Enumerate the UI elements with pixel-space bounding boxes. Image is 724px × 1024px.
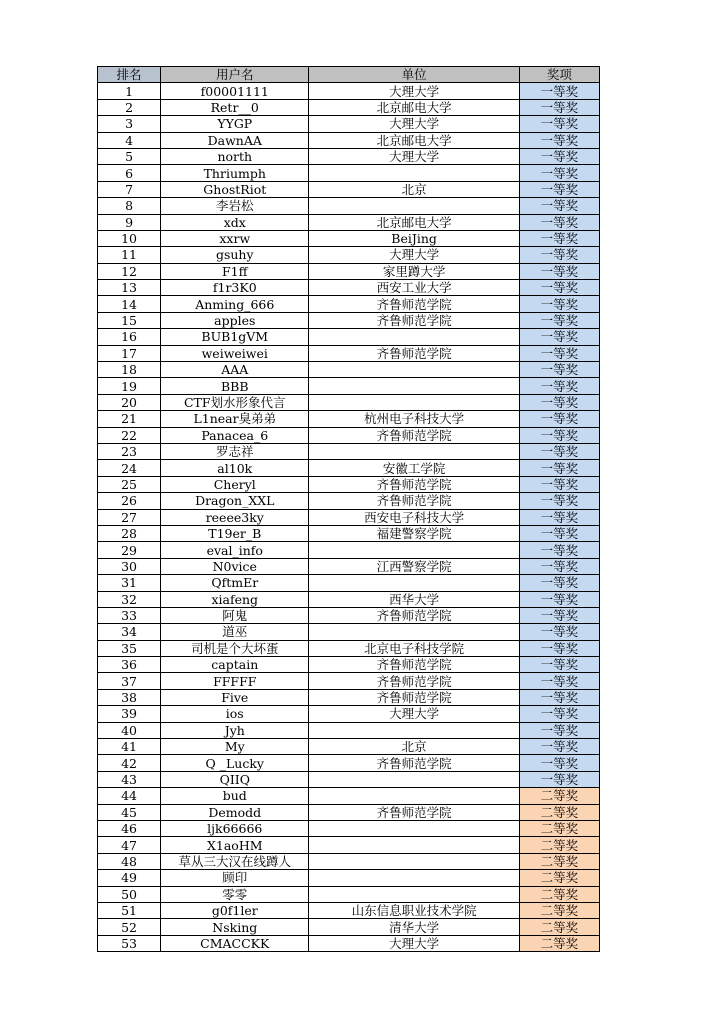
header-prize: 奖项 <box>519 67 599 83</box>
cell-organization <box>309 542 519 558</box>
cell-organization: 齐鲁师范学院 <box>309 804 519 820</box>
cell-username: Thriumph <box>161 165 309 181</box>
cell-organization <box>309 575 519 591</box>
table-row <box>98 558 600 574</box>
table-row <box>98 198 600 214</box>
cell-username: GhostRiot <box>161 181 309 197</box>
cell-organization <box>309 443 519 459</box>
cell-username: F1ff <box>161 263 309 279</box>
cell-rank: 48 <box>98 853 161 869</box>
table-row <box>98 148 600 164</box>
cell-rank: 2 <box>98 99 161 115</box>
cell-organization <box>309 886 519 902</box>
cell-username: f00001111 <box>161 83 309 99</box>
cell-username: My <box>161 739 309 755</box>
table-row <box>98 427 600 443</box>
table-row <box>98 575 600 591</box>
cell-prize: 一等奖 <box>519 558 599 574</box>
cell-organization: 齐鲁师范学院 <box>309 345 519 361</box>
cell-prize: 一等奖 <box>519 394 599 410</box>
cell-organization <box>309 362 519 378</box>
cell-prize: 一等奖 <box>519 624 599 640</box>
table-row <box>98 411 600 427</box>
cell-username: YYGP <box>161 116 309 132</box>
cell-username: DawnAA <box>161 132 309 148</box>
cell-username: xxrw <box>161 230 309 246</box>
table-row <box>98 280 600 296</box>
cell-organization <box>309 820 519 836</box>
cell-organization: 福建警察学院 <box>309 525 519 541</box>
cell-rank: 26 <box>98 493 161 509</box>
cell-prize: 一等奖 <box>519 312 599 328</box>
cell-username: CTF划水形象代言 <box>161 394 309 410</box>
cell-username: reeee3ky <box>161 509 309 525</box>
cell-prize: 一等奖 <box>519 427 599 443</box>
table-row <box>98 657 600 673</box>
cell-organization: 北京 <box>309 739 519 755</box>
cell-rank: 9 <box>98 214 161 230</box>
cell-username: 阿鬼 <box>161 607 309 623</box>
table-row <box>98 132 600 148</box>
cell-username: captain <box>161 657 309 673</box>
table-row <box>98 542 600 558</box>
cell-username: Dragon_XXL <box>161 493 309 509</box>
cell-prize: 一等奖 <box>519 771 599 787</box>
cell-rank: 6 <box>98 165 161 181</box>
table-row <box>98 525 600 541</box>
cell-organization <box>309 771 519 787</box>
table-row <box>98 230 600 246</box>
cell-prize: 二等奖 <box>519 935 599 951</box>
header-organization: 单位 <box>309 67 519 83</box>
cell-rank: 21 <box>98 411 161 427</box>
cell-prize: 一等奖 <box>519 542 599 558</box>
cell-prize: 一等奖 <box>519 99 599 115</box>
cell-organization: 江西警察学院 <box>309 558 519 574</box>
table-row <box>98 509 600 525</box>
cell-prize: 一等奖 <box>519 657 599 673</box>
cell-prize: 一等奖 <box>519 476 599 492</box>
cell-rank: 47 <box>98 837 161 853</box>
cell-prize: 二等奖 <box>519 870 599 886</box>
table-row <box>98 394 600 410</box>
cell-prize: 一等奖 <box>519 214 599 230</box>
table-row <box>98 673 600 689</box>
cell-username: QIIQ <box>161 771 309 787</box>
cell-username: Anming_666 <box>161 296 309 312</box>
cell-username: QftmEr <box>161 575 309 591</box>
cell-organization: 大理大学 <box>309 247 519 263</box>
table-row <box>98 689 600 705</box>
cell-prize: 一等奖 <box>519 706 599 722</box>
cell-username: CMACCKK <box>161 935 309 951</box>
table-row <box>98 362 600 378</box>
table-row <box>98 460 600 476</box>
cell-organization: 家里蹲大学 <box>309 263 519 279</box>
cell-rank: 41 <box>98 739 161 755</box>
cell-prize: 一等奖 <box>519 247 599 263</box>
cell-rank: 38 <box>98 689 161 705</box>
cell-organization <box>309 870 519 886</box>
table-row <box>98 804 600 820</box>
cell-prize: 二等奖 <box>519 902 599 918</box>
cell-username: eval_info <box>161 542 309 558</box>
cell-organization <box>309 722 519 738</box>
cell-rank: 18 <box>98 362 161 378</box>
cell-username: 罗志祥 <box>161 443 309 459</box>
cell-rank: 39 <box>98 706 161 722</box>
cell-username: apples <box>161 312 309 328</box>
cell-username: N0vice <box>161 558 309 574</box>
cell-rank: 33 <box>98 607 161 623</box>
cell-rank: 7 <box>98 181 161 197</box>
table-row <box>98 116 600 132</box>
table-row <box>98 263 600 279</box>
cell-organization: 齐鲁师范学院 <box>309 493 519 509</box>
cell-organization: 北京 <box>309 181 519 197</box>
cell-organization: 齐鲁师范学院 <box>309 296 519 312</box>
cell-prize: 一等奖 <box>519 443 599 459</box>
cell-rank: 27 <box>98 509 161 525</box>
cell-rank: 35 <box>98 640 161 656</box>
cell-organization: 北京邮电大学 <box>309 132 519 148</box>
cell-username: al10k <box>161 460 309 476</box>
ranking-table <box>97 66 600 952</box>
cell-rank: 31 <box>98 575 161 591</box>
cell-username: Panacea_6 <box>161 427 309 443</box>
cell-rank: 5 <box>98 148 161 164</box>
table-row <box>98 739 600 755</box>
cell-organization <box>309 394 519 410</box>
cell-rank: 13 <box>98 280 161 296</box>
table-row <box>98 624 600 640</box>
table-row <box>98 591 600 607</box>
cell-organization: 北京邮电大学 <box>309 99 519 115</box>
cell-rank: 1 <box>98 83 161 99</box>
cell-prize: 一等奖 <box>519 345 599 361</box>
cell-organization: 清华大学 <box>309 919 519 935</box>
cell-rank: 24 <box>98 460 161 476</box>
cell-prize: 一等奖 <box>519 132 599 148</box>
cell-username: BBB <box>161 378 309 394</box>
cell-username: X1aoHM <box>161 837 309 853</box>
cell-rank: 45 <box>98 804 161 820</box>
cell-prize: 一等奖 <box>519 673 599 689</box>
cell-rank: 15 <box>98 312 161 328</box>
cell-organization <box>309 165 519 181</box>
cell-organization: 北京邮电大学 <box>309 214 519 230</box>
cell-organization: 大理大学 <box>309 116 519 132</box>
cell-username: Retr__0 <box>161 99 309 115</box>
table-row <box>98 820 600 836</box>
cell-organization: 杭州电子科技大学 <box>309 411 519 427</box>
cell-prize: 一等奖 <box>519 116 599 132</box>
cell-username: xiafeng <box>161 591 309 607</box>
table-row <box>98 706 600 722</box>
cell-rank: 34 <box>98 624 161 640</box>
table-row <box>98 870 600 886</box>
cell-rank: 11 <box>98 247 161 263</box>
cell-prize: 一等奖 <box>519 755 599 771</box>
cell-organization: 大理大学 <box>309 83 519 99</box>
table-row <box>98 722 600 738</box>
cell-username: g0f1ler <box>161 902 309 918</box>
cell-prize: 一等奖 <box>519 263 599 279</box>
cell-prize: 二等奖 <box>519 886 599 902</box>
table-row <box>98 493 600 509</box>
cell-prize: 一等奖 <box>519 411 599 427</box>
cell-rank: 12 <box>98 263 161 279</box>
cell-organization <box>309 329 519 345</box>
table-row <box>98 837 600 853</box>
cell-username: Cheryl <box>161 476 309 492</box>
cell-username: BUB1gVM <box>161 329 309 345</box>
cell-rank: 36 <box>98 657 161 673</box>
cell-organization: 齐鲁师范学院 <box>309 755 519 771</box>
cell-username: f1r3K0 <box>161 280 309 296</box>
cell-organization: 齐鲁师范学院 <box>309 657 519 673</box>
cell-prize: 二等奖 <box>519 788 599 804</box>
table-row <box>98 935 600 951</box>
cell-rank: 51 <box>98 902 161 918</box>
cell-rank: 30 <box>98 558 161 574</box>
cell-username: 零零 <box>161 886 309 902</box>
cell-rank: 14 <box>98 296 161 312</box>
cell-prize: 一等奖 <box>519 607 599 623</box>
table-row <box>98 755 600 771</box>
cell-organization: 齐鲁师范学院 <box>309 673 519 689</box>
cell-username: north <box>161 148 309 164</box>
cell-username: L1near臭弟弟 <box>161 411 309 427</box>
table-header <box>98 67 600 83</box>
table-row <box>98 99 600 115</box>
cell-username: 草从三大汉在线蹲人 <box>161 853 309 869</box>
cell-organization: 西安工业大学 <box>309 280 519 296</box>
cell-prize: 一等奖 <box>519 362 599 378</box>
cell-organization: 北京电子科技学院 <box>309 640 519 656</box>
table-body <box>98 83 600 952</box>
table-row <box>98 902 600 918</box>
cell-rank: 42 <box>98 755 161 771</box>
cell-prize: 一等奖 <box>519 739 599 755</box>
cell-username: 李岩松 <box>161 198 309 214</box>
table-row <box>98 165 600 181</box>
cell-username: bud <box>161 788 309 804</box>
cell-prize: 一等奖 <box>519 493 599 509</box>
table-row <box>98 607 600 623</box>
cell-rank: 44 <box>98 788 161 804</box>
cell-organization: 齐鲁师范学院 <box>309 476 519 492</box>
cell-rank: 17 <box>98 345 161 361</box>
header-row <box>98 67 600 83</box>
table-row <box>98 345 600 361</box>
cell-prize: 一等奖 <box>519 509 599 525</box>
cell-prize: 一等奖 <box>519 591 599 607</box>
cell-prize: 一等奖 <box>519 165 599 181</box>
cell-rank: 29 <box>98 542 161 558</box>
table-row <box>98 919 600 935</box>
cell-organization: 西华大学 <box>309 591 519 607</box>
cell-username: ljk66666 <box>161 820 309 836</box>
cell-organization: 安徽工学院 <box>309 460 519 476</box>
cell-prize: 一等奖 <box>519 198 599 214</box>
cell-organization: 山东信息职业技术学院 <box>309 902 519 918</box>
cell-rank: 43 <box>98 771 161 787</box>
cell-prize: 一等奖 <box>519 722 599 738</box>
table-row <box>98 247 600 263</box>
cell-organization <box>309 788 519 804</box>
cell-rank: 10 <box>98 230 161 246</box>
cell-username: Jyh <box>161 722 309 738</box>
cell-rank: 52 <box>98 919 161 935</box>
cell-rank: 8 <box>98 198 161 214</box>
cell-username: Five <box>161 689 309 705</box>
cell-rank: 16 <box>98 329 161 345</box>
cell-rank: 28 <box>98 525 161 541</box>
cell-username: xdx <box>161 214 309 230</box>
cell-rank: 50 <box>98 886 161 902</box>
cell-prize: 一等奖 <box>519 329 599 345</box>
cell-prize: 一等奖 <box>519 280 599 296</box>
cell-organization: 齐鲁师范学院 <box>309 427 519 443</box>
table-row <box>98 296 600 312</box>
cell-prize: 二等奖 <box>519 837 599 853</box>
header-rank: 排名 <box>98 67 161 83</box>
cell-rank: 20 <box>98 394 161 410</box>
table-row <box>98 83 600 99</box>
cell-rank: 32 <box>98 591 161 607</box>
table-row <box>98 788 600 804</box>
cell-prize: 一等奖 <box>519 689 599 705</box>
table-row <box>98 853 600 869</box>
cell-prize: 一等奖 <box>519 148 599 164</box>
cell-prize: 二等奖 <box>519 919 599 935</box>
table-row <box>98 476 600 492</box>
cell-organization: 齐鲁师范学院 <box>309 312 519 328</box>
cell-prize: 一等奖 <box>519 575 599 591</box>
cell-username: T19er_B <box>161 525 309 541</box>
cell-prize: 一等奖 <box>519 378 599 394</box>
table-row <box>98 886 600 902</box>
cell-prize: 一等奖 <box>519 181 599 197</box>
cell-prize: 一等奖 <box>519 460 599 476</box>
cell-organization: 大理大学 <box>309 148 519 164</box>
table-row <box>98 443 600 459</box>
cell-rank: 22 <box>98 427 161 443</box>
cell-username: 道巫 <box>161 624 309 640</box>
table-row <box>98 312 600 328</box>
cell-prize: 二等奖 <box>519 804 599 820</box>
table-row <box>98 771 600 787</box>
cell-organization: 齐鲁师范学院 <box>309 607 519 623</box>
cell-username: FFFFF <box>161 673 309 689</box>
cell-rank: 3 <box>98 116 161 132</box>
cell-prize: 一等奖 <box>519 640 599 656</box>
cell-prize: 一等奖 <box>519 525 599 541</box>
cell-rank: 49 <box>98 870 161 886</box>
cell-organization: 西安电子科技大学 <box>309 509 519 525</box>
cell-organization: 大理大学 <box>309 706 519 722</box>
cell-username: weiweiwei <box>161 345 309 361</box>
table-row <box>98 640 600 656</box>
cell-rank: 40 <box>98 722 161 738</box>
cell-rank: 4 <box>98 132 161 148</box>
cell-organization: BeiJing <box>309 230 519 246</box>
cell-username: ios <box>161 706 309 722</box>
cell-username: 司机是个大坏蛋 <box>161 640 309 656</box>
cell-username: gsuhy <box>161 247 309 263</box>
cell-username: Q _Lucky <box>161 755 309 771</box>
cell-rank: 19 <box>98 378 161 394</box>
cell-username: 顾印 <box>161 870 309 886</box>
cell-organization <box>309 624 519 640</box>
cell-organization: 大理大学 <box>309 935 519 951</box>
cell-rank: 23 <box>98 443 161 459</box>
cell-organization <box>309 853 519 869</box>
cell-rank: 53 <box>98 935 161 951</box>
cell-rank: 25 <box>98 476 161 492</box>
cell-rank: 37 <box>98 673 161 689</box>
cell-username: AAA <box>161 362 309 378</box>
cell-organization <box>309 198 519 214</box>
table-row <box>98 329 600 345</box>
cell-prize: 一等奖 <box>519 296 599 312</box>
cell-organization <box>309 837 519 853</box>
cell-prize: 二等奖 <box>519 853 599 869</box>
cell-organization <box>309 378 519 394</box>
cell-prize: 一等奖 <box>519 230 599 246</box>
table-row <box>98 214 600 230</box>
table-row <box>98 378 600 394</box>
cell-rank: 46 <box>98 820 161 836</box>
cell-prize: 一等奖 <box>519 83 599 99</box>
header-username: 用户名 <box>161 67 309 83</box>
cell-username: Demodd <box>161 804 309 820</box>
table-row <box>98 181 600 197</box>
cell-organization: 齐鲁师范学院 <box>309 689 519 705</box>
cell-prize: 二等奖 <box>519 820 599 836</box>
cell-username: Nsking <box>161 919 309 935</box>
